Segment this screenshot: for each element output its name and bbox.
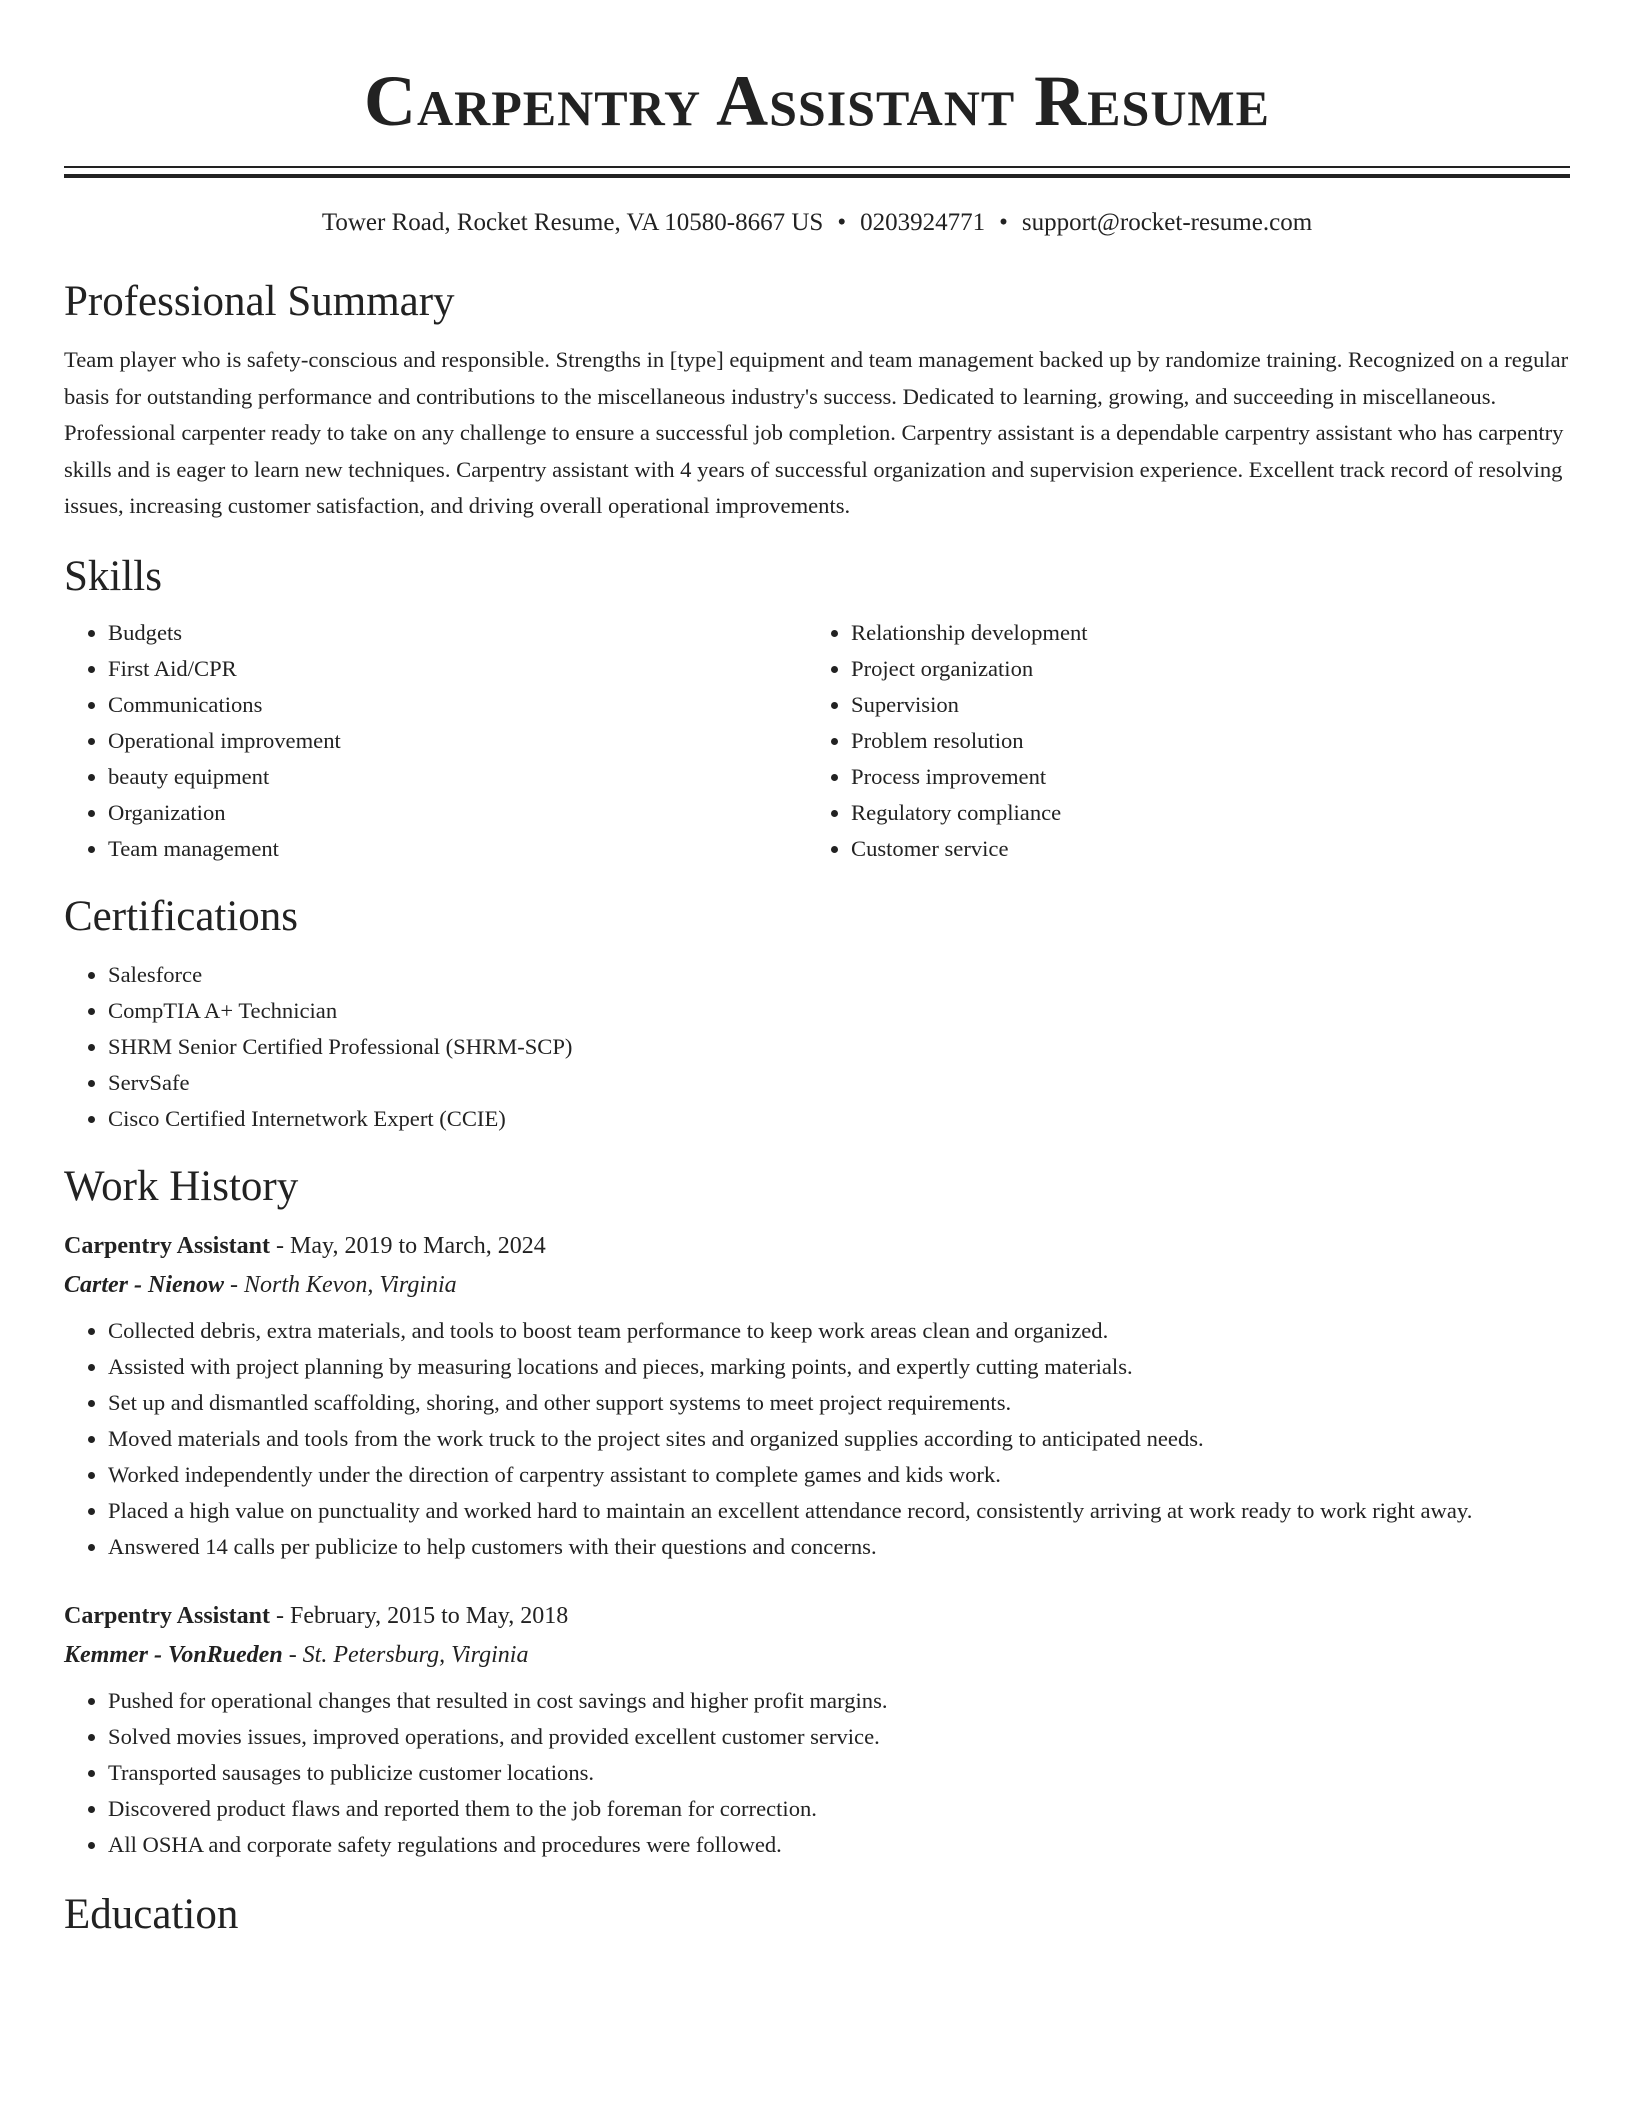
skill-item: • Customer service xyxy=(851,831,1550,867)
contact-email: support@rocket-resume.com xyxy=(1021,209,1313,236)
skills-column-right xyxy=(807,615,1550,867)
certifications-list xyxy=(64,957,1570,1137)
job-duty-item: • Discovered product flaws and reported them to the job foreman for correction. xyxy=(108,1791,1570,1827)
job-duty-item: • Collected debris, extra materials, and tools to boost team performance to keep work areas clean and organized. xyxy=(108,1313,1570,1349)
certification-item: • CompTIA A+ Technician xyxy=(108,993,1570,1029)
skill-item: • Budgets xyxy=(108,615,807,651)
job-duty-item: • Worked independently under the direction of carpentry assistant to complete games and kids work. xyxy=(108,1457,1570,1493)
job-role: Carpentry Assistant xyxy=(64,1602,271,1629)
job-company: Kemmer - VonRueden xyxy=(64,1641,283,1668)
job-duty-item: • Placed a high value on punctuality and worked hard to maintain an excellent attendance record, consistently arriving at work ready to work right away. xyxy=(108,1493,1570,1529)
skills-section xyxy=(64,551,1570,867)
skill-item: • Relationship development xyxy=(851,615,1550,651)
skills-list-right xyxy=(807,615,1550,867)
education-heading: Education xyxy=(64,1890,239,1938)
job-location: - North Kevon, Virginia xyxy=(224,1271,457,1298)
education-section xyxy=(64,1889,1570,1941)
summary-heading: Professional Summary xyxy=(64,278,455,325)
job-entry xyxy=(64,1597,1570,1863)
skill-item: • Project organization xyxy=(851,651,1550,687)
skill-item: • Process improvement xyxy=(851,759,1550,795)
contact-separator: • xyxy=(837,209,847,236)
job-role: Carpentry Assistant xyxy=(64,1232,271,1259)
skills-columns xyxy=(64,615,1570,867)
job-dates: - February, 2015 to May, 2018 xyxy=(270,1602,569,1629)
skill-item: • Regulatory compliance xyxy=(851,795,1550,831)
job-location: - St. Petersburg, Virginia xyxy=(282,1641,529,1668)
skill-item: • Team management xyxy=(108,831,807,867)
certifications-section xyxy=(64,891,1570,1137)
job-duty-item: • Answered 14 calls per publicize to help customers with their questions and concerns. xyxy=(108,1529,1570,1565)
title-divider-thick xyxy=(64,174,1570,178)
job-duty-item: • All OSHA and corporate safety regulations and procedures were followed. xyxy=(108,1827,1570,1863)
contact-separator: • xyxy=(999,209,1008,236)
skill-item: • Problem resolution xyxy=(851,723,1550,759)
certification-item: • ServSafe xyxy=(108,1065,1570,1101)
skill-item: • Operational improvement xyxy=(108,723,807,759)
job-duty-item: • Moved materials and tools from the work truck to the project sites and organized supplies according to anticipated needs. xyxy=(108,1421,1570,1457)
contact-phone: 0203924771 xyxy=(860,209,986,236)
certifications-heading: Certifications xyxy=(64,892,299,940)
job-duties-list xyxy=(64,1313,1570,1565)
job-duty-item: • Transported sausages to publicize customer locations. xyxy=(108,1755,1570,1791)
skill-item: • beauty equipment xyxy=(108,759,807,795)
summary-section xyxy=(64,276,1570,525)
skills-list-left xyxy=(64,615,807,867)
job-duty-item: • Pushed for operational changes that resulted in cost savings and higher profit margins. xyxy=(108,1683,1570,1719)
title-divider-thin xyxy=(64,166,1570,168)
job-title-line xyxy=(64,1597,1570,1635)
job-company: Carter - Nienow xyxy=(64,1271,225,1298)
skill-item: • Supervision xyxy=(851,687,1550,723)
skill-item: • First Aid/CPR xyxy=(108,651,807,687)
job-duty-item: • Set up and dismantled scaffolding, shoring, and other support systems to meet project requirements. xyxy=(108,1385,1570,1421)
job-employer-line xyxy=(64,1265,1570,1305)
contact-address: Tower Road, Rocket Resume, VA 10580-8667 US xyxy=(321,209,824,236)
certification-item: • Cisco Certified Internetwork Expert (CCIE) xyxy=(108,1101,1570,1137)
skill-item: • Organization xyxy=(108,795,807,831)
job-entry xyxy=(64,1227,1570,1565)
job-dates: - May, 2019 to March, 2024 xyxy=(270,1232,546,1259)
resume-title: Carpentry Assistant Resume xyxy=(364,61,1270,141)
certification-item: • SHRM Senior Certified Professional (SHRM-SCP) xyxy=(108,1029,1570,1065)
contact-line xyxy=(64,206,1570,240)
job-duty-item: • Solved movies issues, improved operations, and provided excellent customer service. xyxy=(108,1719,1570,1755)
certification-item: • Salesforce xyxy=(108,957,1570,993)
skill-item: • Communications xyxy=(108,687,807,723)
work-history-heading: Work History xyxy=(64,1162,299,1210)
skills-heading: Skills xyxy=(64,552,162,600)
skills-column-left xyxy=(64,615,807,867)
job-duties-list xyxy=(64,1683,1570,1863)
job-employer-line xyxy=(64,1635,1570,1675)
work-history-section xyxy=(64,1161,1570,1863)
job-duty-item: • Assisted with project planning by measuring locations and pieces, marking points, and expertly cutting materials. xyxy=(108,1349,1570,1385)
resume-page xyxy=(64,0,1570,1941)
summary-text: Team player who is safety-conscious and responsible. Strengths in [type] equipment and team management backed up by randomize training. Recognized on a regular basis for outstanding performance and contributions to the miscellaneous industry's success. Dedicated to learning, growing, and succeeding in miscellaneous. Professional carpenter ready to take on any challenge to ensure a successful job completion. Carpentry assistant is a dependable carpentry assistant who has carpentry skills and is eager to learn new techniques. Carpentry assistant with 4 years of successful organization and supervision experience. Excellent track record of resolving issues, increasing customer satisfaction, and driving overall operational improvements. xyxy=(64,347,1569,518)
job-title-line xyxy=(64,1227,1570,1265)
